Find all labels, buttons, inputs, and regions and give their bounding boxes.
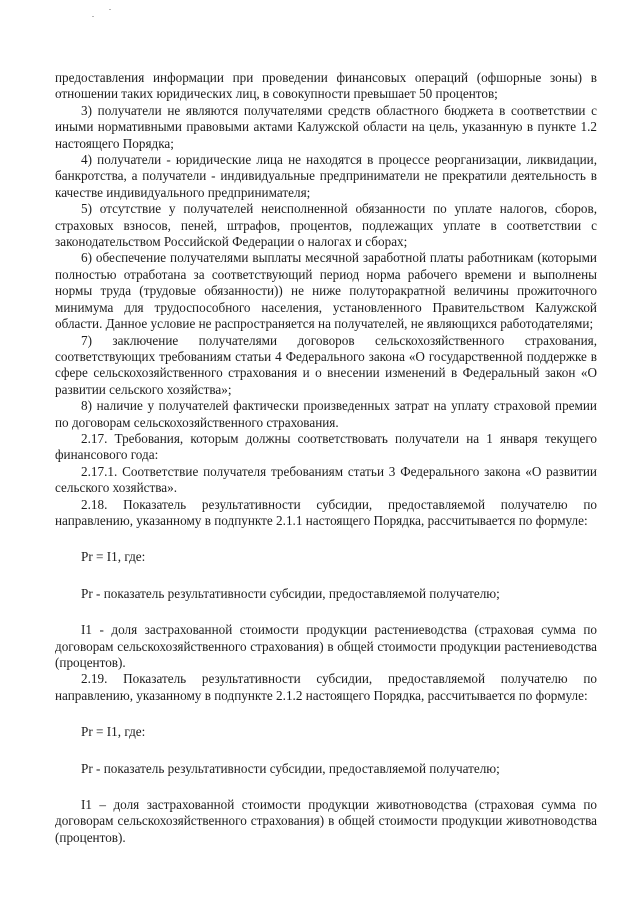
definition-i1-livestock: I1 – доля застрахованной стоимости продукции животноводства (страховая сумма по договорам сельскохозяйственного страхования) в общей стоимости продукции животноводства (процентов).: [55, 797, 597, 845]
paragraph-item-7: 7) заключение получателями договоров сельскохозяйственного страхования, соответствующих требованиям статьи 4 Федерального закона «О государственной поддержке в сфере сельскохозяйственного страхования и о внесении изменений в Федеральный закон «О развитии сельского хозяйства»;: [55, 332, 597, 397]
paragraph-item-8: 8) наличие у получателей фактически произведенных затрат на уплату страховой премии по договорам сельскохозяйственного страхования.: [55, 398, 597, 430]
scan-speck: [109, 9, 111, 10]
formula-2-19: Pr = I1, где:: [81, 724, 146, 740]
paragraph-2-19: 2.19. Показатель результативности субсидии, предоставляемой получателю по направлению, указанному в подпункте 2.1.2 настоящего Порядка, рассчитывается по формуле:: [55, 671, 597, 703]
paragraph-item-6: 6) обеспечение получателями выплаты месячной заработной платы работникам (которыми полностью отработана за соответствующий период норма рабочего времени и выполнены нормы труда (трудовые обязанности)) не ниже полуторакратной величины прожиточного минимума для трудоспособного населения, установленного Правительством Калужской области. Данное условие не распространяется на получателей, не являющихся работодателями;: [55, 250, 597, 332]
definition-i1-crops: I1 - доля застрахованной стоимости продукции растениеводства (страховая сумма по договорам сельскохозяйственного страхования) в общей стоимости продукции растениеводства (процентов).: [55, 622, 597, 670]
paragraph-item-3: 3) получатели не являются получателями средств областного бюджета в соответствии с иными нормативными правовыми актами Калужской области на цель, указанную в пункте 1.2 настоящего Порядка;: [55, 102, 597, 151]
definition-pr-2-19: Pr - показатель результативности субсидии, предоставляемой получателю;: [81, 760, 500, 776]
paragraph-item-5: 5) отсутствие у получателей неисполненной обязанности по уплате налогов, сборов, страховых взносов, пеней, штрафов, процентов, подлежащих уплате в соответствии с законодательством Российской Федерации о налогах и сборах;: [55, 201, 597, 250]
paragraph-2-18: 2.18. Показатель результативности субсидии, предоставляемой получателю по направлению, указанному в подпункте 2.1.1 настоящего Порядка, рассчитывается по формуле:: [55, 496, 597, 528]
paragraph-2-17-1: 2.17.1. Соответствие получателя требованиям статьи 3 Федерального закона «О развитии сельского хозяйства».: [55, 463, 597, 496]
document-body: [55, 70, 597, 846]
paragraph-item-4: 4) получатели - юридические лица не находятся в процессе реорганизации, ликвидации, банкротства, а получатели - индивидуальные предприниматели не прекратили деятельность в качестве индивидуального предпринимателя;: [55, 152, 597, 200]
formula-2-18: Pr = I1, где:: [81, 549, 146, 565]
paragraph-2-17: 2.17. Требования, которым должны соответствовать получатели на 1 января текущего финансового года:: [55, 430, 597, 463]
definition-pr-2-18: Pr - показатель результативности субсидии, предоставляемой получателю;: [81, 585, 500, 601]
paragraph-offshore-continuation: предоставления информации при проведении финансовых операций (офшорные зоны) в отношении таких юридических лиц, в совокупности превышает 50 процентов;: [55, 70, 597, 102]
scan-speck: [92, 16, 94, 17]
